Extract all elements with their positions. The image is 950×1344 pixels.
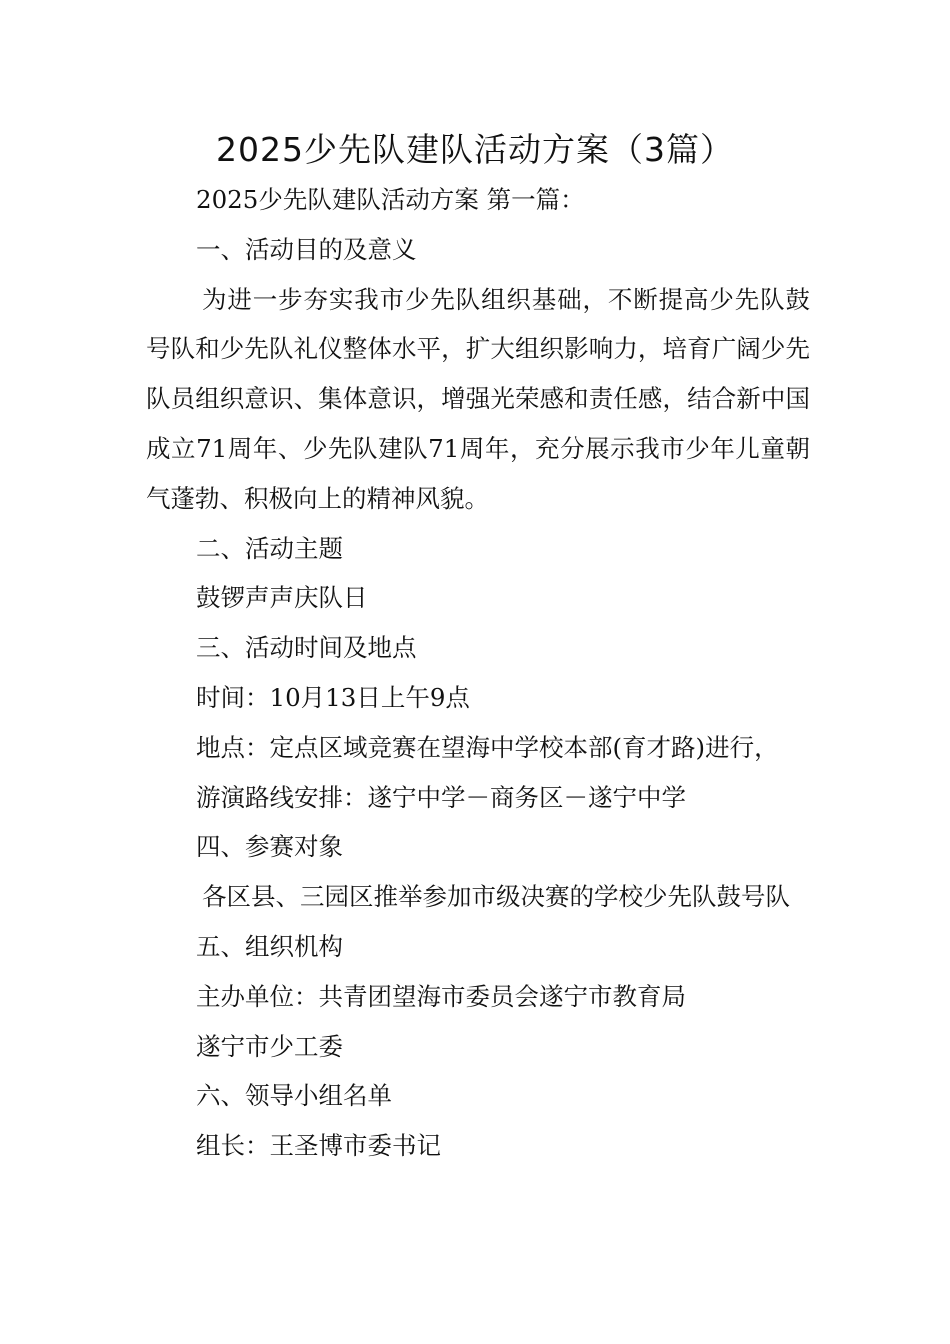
paragraph-place: 地点：定点区域竞赛在望海中学校本部(育才路)进行， (196, 732, 779, 762)
section-heading-first-part: 2025少先队建队活动方案 第一篇： (196, 185, 585, 214)
paragraph-purpose: 为进一步夯实我市少先队组织基础，不断提高少先队鼓号队和少先队礼仪整体水平，扩大组织影响力，培育广阔少先队员组织意识、集体意识，增强光荣感和责任感，结合新中国成立71周年、少先队建队71周年，充分展示我市少年儿童朝气蓬勃、积极向上的精神风貌。 (146, 284, 810, 513)
paragraph-time: 时间：10月13日上午9点 (196, 682, 470, 712)
heading-time-place: 三、活动时间及地点 (196, 633, 417, 663)
paragraph-organizer: 主办单位：共青团望海市委员会遂宁市教育局 (196, 981, 686, 1011)
heading-theme: 二、活动主题 (196, 533, 343, 563)
heading-leadership: 六、领导小组名单 (196, 1081, 392, 1111)
paragraph-leader: 组长：王圣博市委书记 (196, 1131, 441, 1161)
heading-participants: 四、参赛对象 (196, 832, 343, 862)
paragraph-theme: 鼓锣声声庆队日 (196, 583, 368, 613)
heading-purpose: 一、活动目的及意义 (196, 234, 417, 264)
paragraph-route: 游演路线安排：遂宁中学－商务区－遂宁中学 (196, 782, 686, 812)
document-title: 2025少先队建队活动方案（3篇） (216, 130, 734, 169)
paragraph-participants: 各区县、三园区推举参加市级决赛的学校少先队鼓号队 (202, 882, 790, 912)
document-body (146, 175, 810, 1171)
paragraph-organizer-2: 遂宁市少工委 (196, 1031, 343, 1061)
heading-organization: 五、组织机构 (196, 931, 343, 961)
